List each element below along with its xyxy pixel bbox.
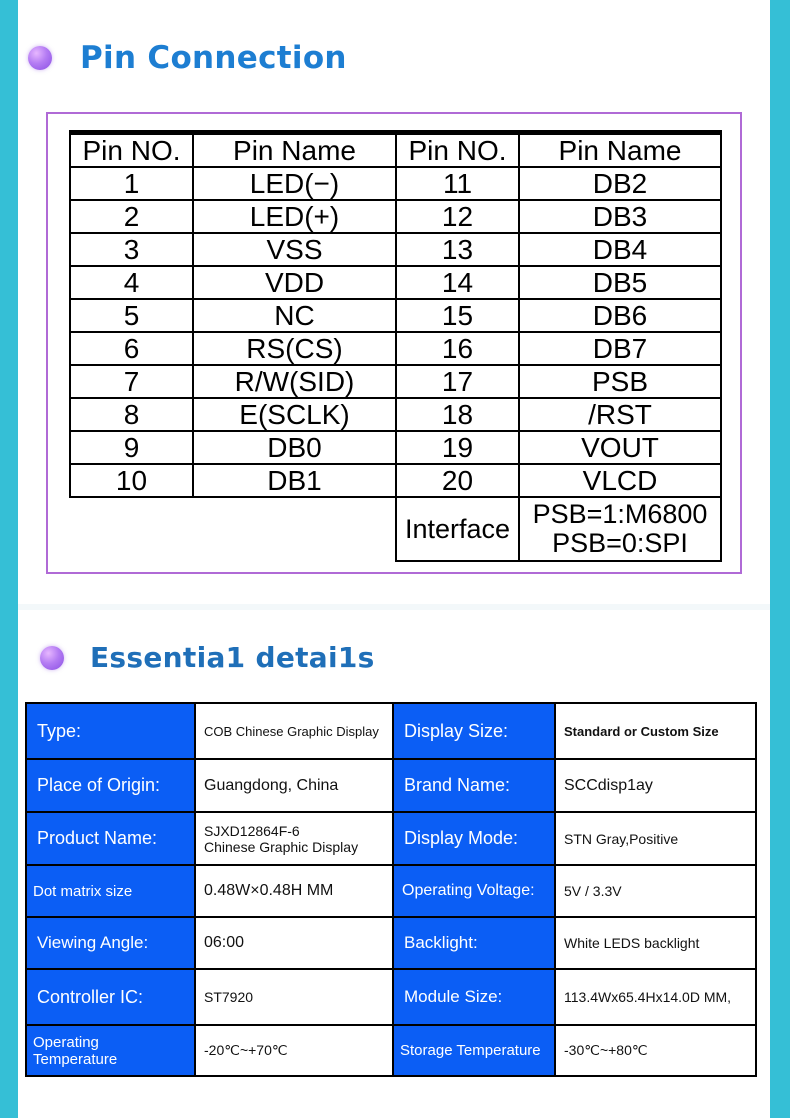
section-divider (18, 604, 770, 610)
pin-name: VDD (193, 266, 396, 299)
label-product-name: Product Name: (26, 812, 195, 865)
product-description: Chinese Graphic Display (204, 838, 359, 855)
value-backlight: White LEDS backlight (555, 917, 756, 969)
empty-cell (70, 497, 193, 561)
right-border-strip (770, 0, 790, 1118)
pin-name: VSS (193, 233, 396, 266)
label-operating-temperature: Operating Temperature (26, 1025, 195, 1076)
value-dot-matrix-size: 0.48W×0.48H MM (195, 865, 393, 917)
pin-number: 4 (70, 266, 193, 299)
pin-name: VOUT (519, 431, 721, 464)
pin-number: 17 (396, 365, 519, 398)
pin-number: 18 (396, 398, 519, 431)
header-pin-no: Pin NO. (396, 133, 519, 168)
pin-name: LED(+) (193, 200, 396, 233)
table-row (70, 200, 721, 233)
table-row (70, 299, 721, 332)
pin-name: DB7 (519, 332, 721, 365)
pin-number: 16 (396, 332, 519, 365)
value-product-name (195, 812, 393, 865)
table-row (70, 431, 721, 464)
label-display-size: Display Size: (393, 703, 555, 759)
pin-number: 8 (70, 398, 193, 431)
table-row (26, 759, 756, 812)
pin-name: LED(−) (193, 167, 396, 200)
pin-name: VLCD (519, 464, 721, 497)
table-row (26, 969, 756, 1025)
pin-number: 6 (70, 332, 193, 365)
table-row (70, 398, 721, 431)
pin-name: DB4 (519, 233, 721, 266)
pin-number: 14 (396, 266, 519, 299)
label-operating-voltage: Operating Voltage: (393, 865, 555, 917)
table-row (70, 266, 721, 299)
pin-name: PSB (519, 365, 721, 398)
label-dot-matrix-size: Dot matrix size (26, 865, 195, 917)
label-brand-name: Brand Name: (393, 759, 555, 812)
pin-name: DB5 (519, 266, 721, 299)
pin-name: DB0 (193, 431, 396, 464)
table-row (70, 365, 721, 398)
pin-name: DB3 (519, 200, 721, 233)
label-type: Type: (26, 703, 195, 759)
interface-row (70, 497, 721, 561)
interface-psb0: PSB=0:SPI (552, 528, 688, 558)
details-header (40, 641, 375, 674)
pin-name: NC (193, 299, 396, 332)
value-operating-voltage: 5V / 3.3V (555, 865, 756, 917)
value-display-mode: STN Gray,Positive (555, 812, 756, 865)
value-place-of-origin: Guangdong, China (195, 759, 393, 812)
pin-name: /RST (519, 398, 721, 431)
pin-name: R/W(SID) (193, 365, 396, 398)
interface-label: Interface (396, 497, 519, 561)
pin-number: 1 (70, 167, 193, 200)
table-row (70, 167, 721, 200)
table-row (26, 812, 756, 865)
interface-psb1: PSB=1:M6800 (532, 499, 708, 529)
label-place-of-origin: Place of Origin: (26, 759, 195, 812)
table-row (26, 703, 756, 759)
pin-connection-title: Pin Connection (80, 40, 347, 76)
table-row (70, 332, 721, 365)
left-border-strip (0, 0, 18, 1118)
table-row (26, 917, 756, 969)
pin-number: 13 (396, 233, 519, 266)
empty-cell (193, 497, 396, 561)
bullet-icon (28, 46, 52, 70)
pin-name: DB6 (519, 299, 721, 332)
pin-diagram-frame (46, 112, 742, 574)
details-table (25, 702, 757, 1077)
pin-table-header (70, 133, 721, 168)
table-row (26, 865, 756, 917)
value-operating-temperature: -20℃~+70℃ (195, 1025, 393, 1076)
pin-name: DB2 (519, 167, 721, 200)
pin-connection-header (28, 40, 347, 76)
pin-number: 7 (70, 365, 193, 398)
pin-name: RS(CS) (193, 332, 396, 365)
pin-name: E(SCLK) (193, 398, 396, 431)
pin-number: 9 (70, 431, 193, 464)
pin-number: 3 (70, 233, 193, 266)
interface-value (519, 497, 721, 561)
value-module-size: 113.4Wx65.4Hx14.0D MM, (555, 969, 756, 1025)
table-row (26, 1025, 756, 1076)
value-display-size: Standard or Custom Size (555, 703, 756, 759)
label-module-size: Module Size: (393, 969, 555, 1025)
value-viewing-angle: 06:00 (195, 917, 393, 969)
product-model: SJXD12864F-6 (204, 822, 300, 839)
label-viewing-angle: Viewing Angle: (26, 917, 195, 969)
pin-number: 11 (396, 167, 519, 200)
label-storage-temperature: Storage Temperature (393, 1025, 555, 1076)
label-controller-ic: Controller IC: (26, 969, 195, 1025)
pin-number: 15 (396, 299, 519, 332)
header-pin-no: Pin NO. (70, 133, 193, 168)
label-backlight: Backlight: (393, 917, 555, 969)
pin-number: 5 (70, 299, 193, 332)
value-controller-ic: ST7920 (195, 969, 393, 1025)
bullet-icon (40, 646, 64, 670)
pin-number: 10 (70, 464, 193, 497)
pin-table (69, 130, 722, 562)
header-pin-name: Pin Name (519, 133, 721, 168)
value-type: COB Chinese Graphic Display (195, 703, 393, 759)
pin-number: 2 (70, 200, 193, 233)
value-storage-temperature: -30℃~+80℃ (555, 1025, 756, 1076)
label-display-mode: Display Mode: (393, 812, 555, 865)
pin-name: DB1 (193, 464, 396, 497)
details-title: Essentia1 detai1s (90, 641, 375, 674)
value-brand-name: SCCdisp1ay (555, 759, 756, 812)
pin-number: 19 (396, 431, 519, 464)
table-row (70, 464, 721, 497)
pin-number: 12 (396, 200, 519, 233)
pin-number: 20 (396, 464, 519, 497)
table-row (70, 233, 721, 266)
header-pin-name: Pin Name (193, 133, 396, 168)
